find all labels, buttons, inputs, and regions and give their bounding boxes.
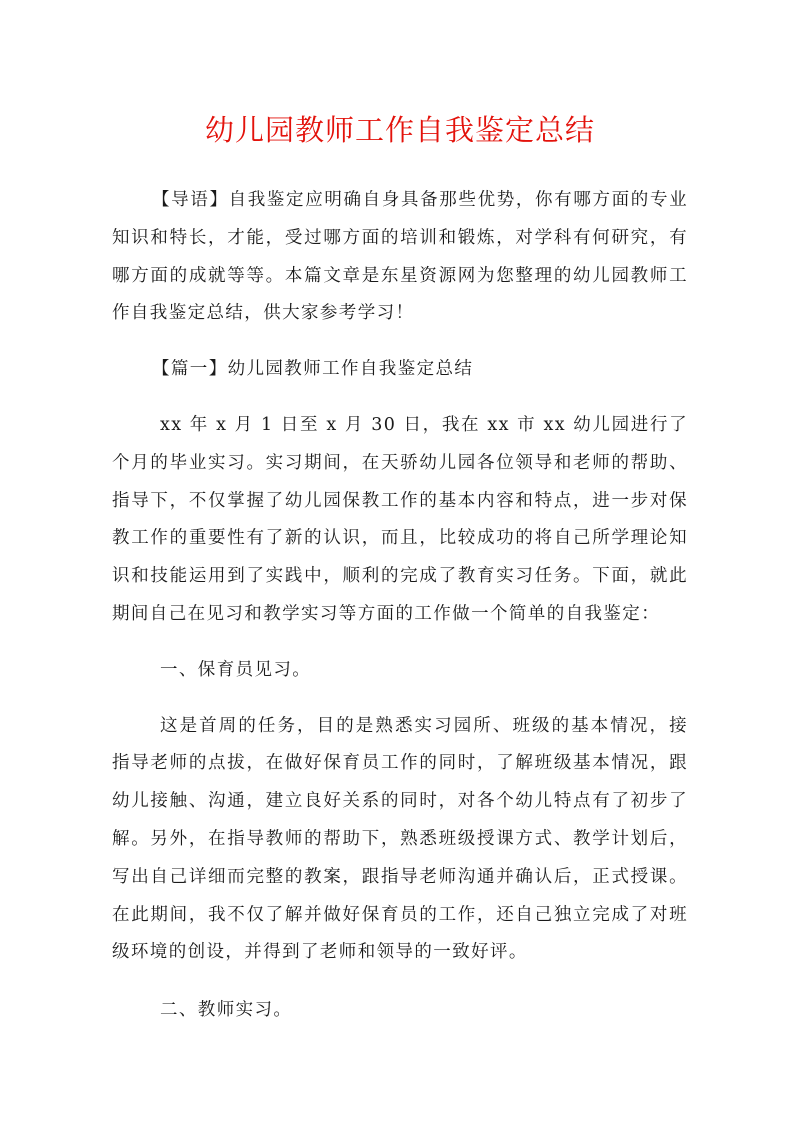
document-body xyxy=(112,182,688,1030)
text-line: 教工作的重要性有了新的认识，而且，比较成功的将自己所学理论知 xyxy=(112,528,688,549)
section-heading xyxy=(160,652,688,690)
text-line: xx 年 x 月 1 日至 x 月 30 日，我在 xx 市 xx 幼儿园进行了 xyxy=(160,414,688,435)
text-line: 知识和特长，才能，受过哪方面的培训和锻炼，对学科有何研究，有 xyxy=(112,227,688,248)
text-line: 【篇一】幼儿园教师工作自我鉴定总结 xyxy=(152,359,474,380)
text-line: 指导下，不仅掌握了幼儿园保教工作的基本内容和特点，进一步对保 xyxy=(112,490,688,511)
text-line: 写出自己详细而完整的教案，跟指导老师沟通并确认后，正式授课。 xyxy=(112,866,688,887)
text-line: 级环境的创设，并得到了老师和领导的一致好评。 xyxy=(112,942,528,963)
section-heading xyxy=(160,992,688,1030)
text-line: 作自我鉴定总结，供大家参考学习！ xyxy=(112,303,415,324)
text-line: 二、教师实习。 xyxy=(160,1000,293,1021)
paragraph xyxy=(112,407,688,634)
text-line: 解。另外，在指导教师的帮助下，熟悉班级授课方式、教学计划后， xyxy=(112,828,688,849)
text-line: 在此期间，我不仅了解并做好保育员的工作，还自己独立完成了对班 xyxy=(112,904,688,925)
text-line: 识和技能运用到了实践中，顺利的完成了教育实习任务。下面，就此 xyxy=(112,566,688,587)
text-line: 一、保育员见习。 xyxy=(160,659,312,680)
text-line: 指导老师的点拔，在做好保育员工作的同时，了解班级基本情况，跟 xyxy=(112,753,688,774)
document-title: 幼儿园教师工作自我鉴定总结 xyxy=(204,113,595,147)
text-line: 期间自己在见习和教学实习等方面的工作做一个简单的自我鉴定： xyxy=(112,603,661,624)
text-line: 哪方面的成就等等。本篇文章是东星资源网为您整理的幼儿园教师工 xyxy=(112,265,688,286)
section-heading xyxy=(152,351,688,389)
paragraph xyxy=(112,182,688,333)
text-line: 个月的毕业实习。实习期间，在天骄幼儿园各位领导和老师的帮助、 xyxy=(112,452,688,473)
paragraph xyxy=(112,708,688,973)
text-line: 【导语】自我鉴定应明确自身具备那些优势，你有哪方面的专业 xyxy=(152,190,688,210)
text-line: 这是首周的任务，目的是熟悉实习园所、班级的基本情况，接 xyxy=(160,715,688,736)
text-line: 幼儿接触、沟通，建立良好关系的同时，对各个幼儿特点有了初步了 xyxy=(112,791,688,812)
